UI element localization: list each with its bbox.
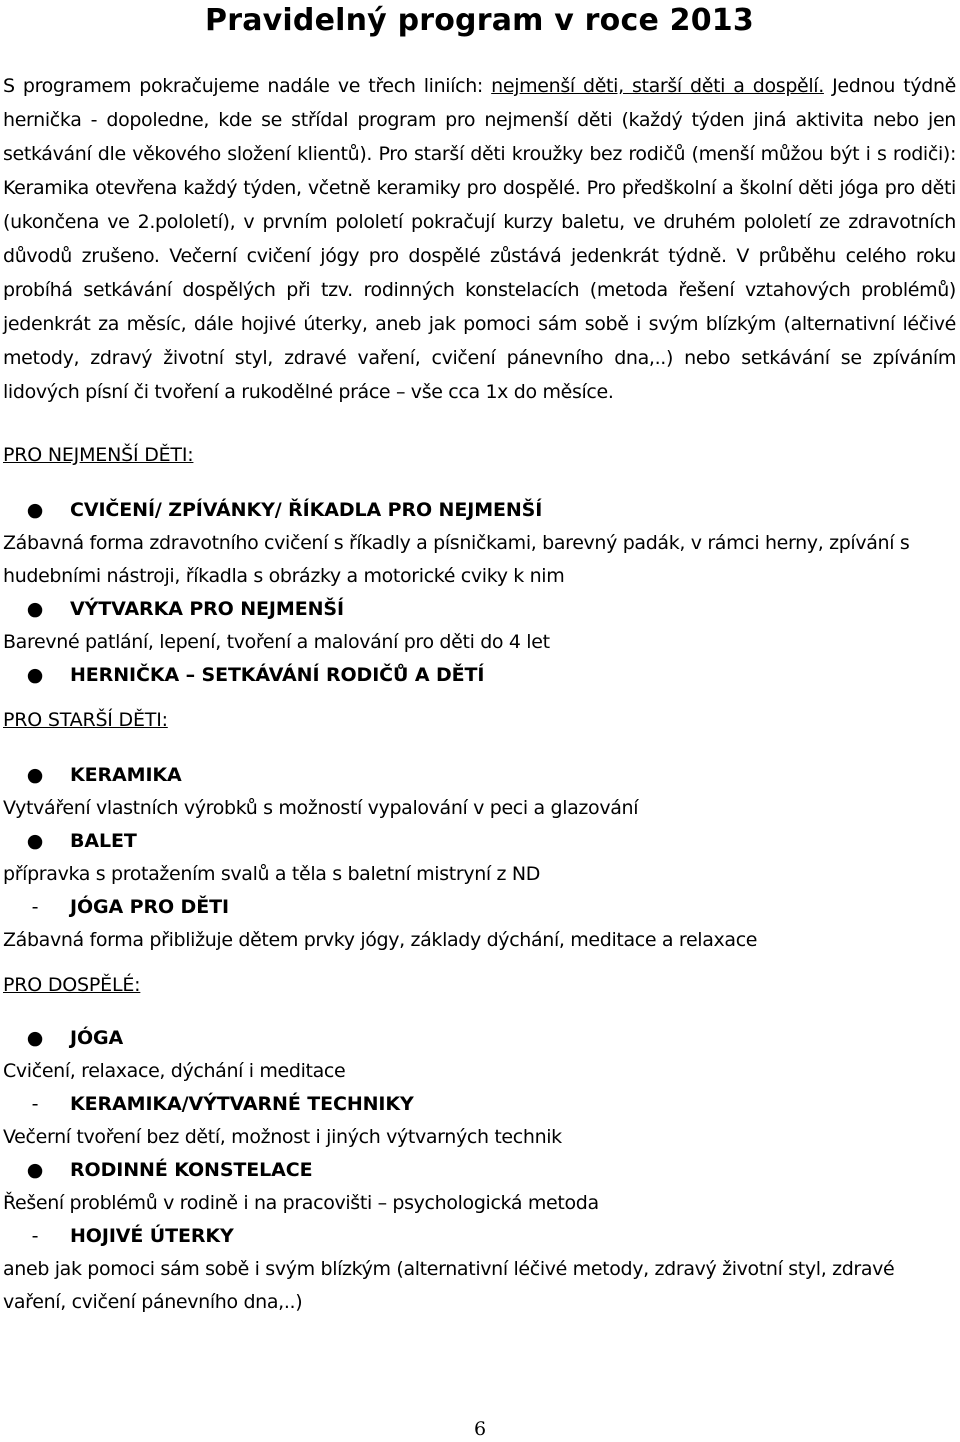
intro-underlined-text: nejmenší děti, starší děti a dospělí. (491, 75, 824, 97)
program-item-name: JÓGA (70, 1027, 124, 1049)
dash-icon: - (31, 1225, 39, 1247)
spacer (3, 692, 956, 704)
program-item-description: přípravka s protažením svalů a těla s baletní mistryní z ND (3, 863, 541, 885)
page-title: Pravidelný program v roce 2013 (205, 3, 754, 38)
program-item-title (3, 759, 956, 792)
bullet-icon: ● (26, 499, 44, 521)
program-item-title (3, 891, 956, 924)
bullet-icon: ● (26, 664, 44, 686)
section-heading-adults: PRO DOSPĚLÉ: (3, 974, 141, 996)
bullet-icon: ● (26, 598, 44, 620)
program-item-title (3, 659, 956, 692)
program-item-description: aneb jak pomoci sám sobě i svým blízkým (alternativní léčivé metody, zdravý životní styl, zdravé vaření, cvičení pánevního dna,..) (3, 1258, 895, 1313)
intro-text-start: S programem pokračujeme nadále ve třech liniích: (3, 75, 492, 97)
program-item-title (3, 1022, 956, 1055)
program-item-title (3, 1220, 956, 1253)
program-item-title (3, 593, 956, 626)
bullet-icon: ● (26, 764, 44, 786)
program-item-name: HERNIČKA – SETKÁVÁNÍ RODIČŮ A DĚTÍ (70, 664, 485, 686)
program-item-title (3, 1088, 956, 1121)
program-item-title (3, 825, 956, 858)
program-item-name: KERAMIKA (70, 764, 182, 786)
dash-icon: - (31, 896, 39, 918)
program-item-name: CVIČENÍ/ ZPÍVÁNKY/ ŘÍKADLA PRO NEJMENŠÍ (70, 499, 543, 521)
page-number: 6 (473, 1418, 487, 1440)
spacer (3, 1002, 956, 1022)
program-item-title (3, 1154, 956, 1187)
spacer (3, 472, 956, 494)
program-item-name: VÝTVARKA PRO NEJMENŠÍ (70, 598, 344, 620)
bullet-icon: ● (26, 830, 44, 852)
program-item-description: Večerní tvoření bez dětí, možnost i jiných výtvarných technik (3, 1126, 562, 1148)
program-item-description: Cvičení, relaxace, dýchání i meditace (3, 1060, 346, 1082)
program-item-name: BALET (70, 830, 137, 852)
program-item-name: RODINNÉ KONSTELACE (70, 1159, 313, 1181)
program-item-name: JÓGA PRO DĚTI (70, 896, 229, 918)
dash-icon: - (31, 1093, 39, 1115)
bullet-icon: ● (26, 1159, 44, 1181)
intro-paragraph (3, 69, 956, 409)
program-item-description: Zábavná forma přibližuje dětem prvky jógy, základy dýchání, meditace a relaxace (3, 929, 758, 951)
section-heading-older: PRO STARŠÍ DĚTI: (3, 709, 168, 731)
intro-text-rest: Jednou týdně hernička - dopoledne, kde se střídal program pro nejmenší děti (každý týden jiná aktivita nebo jen setkávání dle věkového složení klientů). Pro starší děti kroužky bez rodičů (menší můžou být i s rodiči): Keramika otevřena každý týden, včetně keramiky pro dospělé. Pro předškolní a školní děti jóga pro děti (ukončena ve 2.pololetí), v prvním pololetí pokračují kurzy baletu, ve druhém pololetí ze zdravotních důvodů zrušeno. Večerní cvičení jógy pro dospělé zůstává jedenkrát týdně. V průběhu celého roku probíhá setkávání dospělých při tzv. rodinných konstelacích (metoda řešení vztahových problémů) jedenkrát za měsíc, dále hojivé úterky, aneb jak pomoci sám sobě i svým blízkým (alternativní léčivé metody, zdravý životní styl, zdravé vaření, cvičení pánevního dna,..) nebo setkávání se zpíváním lidových písní či tvoření a rukodělné práce – vše cca 1x do měsíce. (3, 75, 957, 403)
spacer (3, 737, 956, 759)
bullet-icon: ● (26, 1027, 44, 1049)
program-item-description: Barevné patlání, lepení, tvoření a malování pro děti do 4 let (3, 631, 550, 653)
program-item-name: HOJIVÉ ÚTERKY (70, 1225, 234, 1247)
program-item-title (3, 494, 956, 527)
spacer (3, 957, 956, 969)
program-item-description: Vytváření vlastních výrobků s možností vypalování v peci a glazování (3, 797, 639, 819)
spacer (3, 409, 956, 439)
program-item-description: Řešení problémů v rodině i na pracovišti – psychologická metoda (3, 1192, 599, 1214)
section-heading-youngest: PRO NEJMENŠÍ DĚTI: (3, 444, 194, 466)
program-item-name: KERAMIKA/VÝTVARNÉ TECHNIKY (70, 1093, 414, 1115)
program-item-description: Zábavná forma zdravotního cvičení s říkadly a písničkami, barevný padák, v rámci herny, zpívání s hudebními nástroji, říkadla s obrázky a motorické cviky k nim (3, 532, 910, 587)
